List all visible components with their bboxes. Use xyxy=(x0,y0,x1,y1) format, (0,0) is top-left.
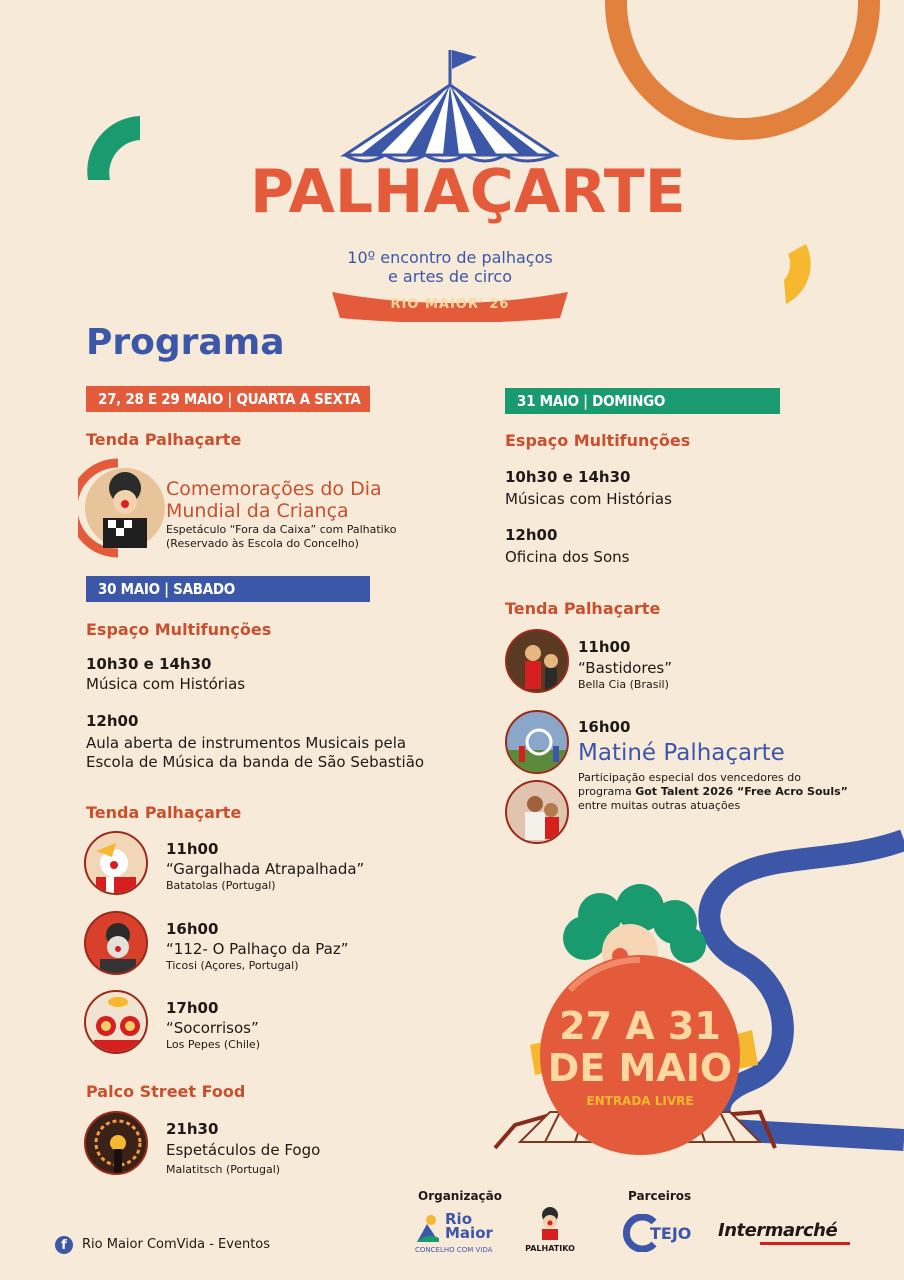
matine-description: Participação especial dos vencedores do programa Got Talent 2026 “Free Acro Souls” entre muitas outras atuações xyxy=(578,771,848,812)
event-time: 12h00 xyxy=(505,526,558,544)
clown-photo-bella-cia xyxy=(505,629,569,693)
tejo-logo: TEJO xyxy=(622,1214,702,1252)
venue-tenda-2: Tenda Palhaçarte xyxy=(86,803,242,822)
event-title: Músicas com Histórias xyxy=(505,490,672,508)
matine-photo-1 xyxy=(505,710,569,774)
intermarche-logo: Intermarché xyxy=(718,1220,838,1241)
event-time: 11h00 xyxy=(166,840,219,858)
event-title: “112- O Palhaço da Paz” xyxy=(166,940,349,958)
matine-title: Matiné Palhaçarte xyxy=(578,740,785,766)
rio-maior-logo: Rio Maior CONCELHO COM VIDA xyxy=(415,1210,493,1254)
festival-logo xyxy=(250,45,686,335)
event-time: 10h30 e 14h30 xyxy=(505,468,631,486)
event-dia-crianca-title: Comemorações do Dia Mundial da Criança xyxy=(166,478,382,522)
facebook-icon[interactable]: f xyxy=(55,1236,73,1254)
festival-title: PALHAÇARTE xyxy=(250,157,686,227)
day-bar-30: 30 MAIO | SABADO xyxy=(86,576,370,602)
event-time: 16h00 xyxy=(578,718,631,736)
venue-tenda-1: Tenda Palhaçarte xyxy=(86,430,242,449)
facebook-page-link[interactable]: Rio Maior ComVida - Eventos xyxy=(82,1237,271,1252)
event-time: 21h30 xyxy=(166,1120,219,1138)
event-dia-crianca-sub: Espetáculo “Fora da Caixa” com Palhatiko (Reservado às Escola do Concelho) xyxy=(166,523,397,550)
ribbon-text: RIO MAIOR' 26 xyxy=(390,297,510,312)
event-artist: Batatolas (Portugal) xyxy=(166,879,276,892)
festival-subtitle: 10º encontro de palhaços e artes de circo xyxy=(347,248,553,286)
venue-tenda-3: Tenda Palhaçarte xyxy=(505,599,661,618)
decorative-green-arc xyxy=(80,108,150,188)
palhatiko-logo: PALHATIKO xyxy=(522,1206,578,1258)
venue-street-food: Palco Street Food xyxy=(86,1082,246,1101)
event-time: 17h00 xyxy=(166,999,219,1017)
event-time: 11h00 xyxy=(578,638,631,656)
event-time: 12h00 xyxy=(86,712,139,730)
event-artist: Ticosi (Açores, Portugal) xyxy=(166,959,299,972)
intermarche-underline xyxy=(760,1242,850,1245)
event-title: Música com Histórias xyxy=(86,675,246,693)
venue-multifuncoes-2: Espaço Multifunções xyxy=(505,431,691,450)
badge-date: 27 A 31 DE MAIO xyxy=(547,1004,733,1090)
clown-photo-los-pepes xyxy=(84,990,148,1054)
rio-maior-logo-icon xyxy=(415,1214,441,1244)
organizacao-label: Organização xyxy=(418,1189,502,1203)
palhatiko-logo-icon xyxy=(536,1206,564,1240)
event-title: Espetáculos de Fogo xyxy=(166,1141,321,1159)
event-artist: Bella Cia (Brasil) xyxy=(578,678,669,691)
clown-photo-ticosi xyxy=(84,911,148,975)
venue-multifuncoes-1: Espaço Multifunções xyxy=(86,620,272,639)
event-title: “Bastidores” xyxy=(578,659,673,677)
event-title: “Gargalhada Atrapalhada” xyxy=(166,860,365,878)
clown-photo-palhatiko xyxy=(78,458,168,558)
event-title: Aula aberta de instrumentos Musicais pela Escola de Música da banda de São Sebastião xyxy=(86,734,425,771)
event-artist: Los Pepes (Chile) xyxy=(166,1038,260,1051)
parceiros-label: Parceiros xyxy=(628,1189,692,1203)
clown-photo-batatolas xyxy=(84,831,148,895)
day-bar-27-29: 27, 28 E 29 MAIO | QUARTA A SEXTA xyxy=(86,386,370,412)
event-title: Oficina dos Sons xyxy=(505,548,630,566)
fire-show-photo xyxy=(84,1111,148,1175)
event-artist: Malatitsch (Portugal) xyxy=(166,1163,281,1176)
badge-entry: ENTRADA LIVRE xyxy=(586,1094,694,1108)
circus-tent-icon xyxy=(325,45,575,170)
event-title: “Socorrisos” xyxy=(166,1019,259,1037)
event-time: 16h00 xyxy=(166,920,219,938)
matine-photo-2 xyxy=(505,780,569,844)
page-heading: Programa xyxy=(86,322,285,363)
day-bar-31: 31 MAIO | DOMINGO xyxy=(505,388,780,414)
event-time: 10h30 e 14h30 xyxy=(86,655,212,673)
decorative-yellow-arc xyxy=(778,240,838,310)
